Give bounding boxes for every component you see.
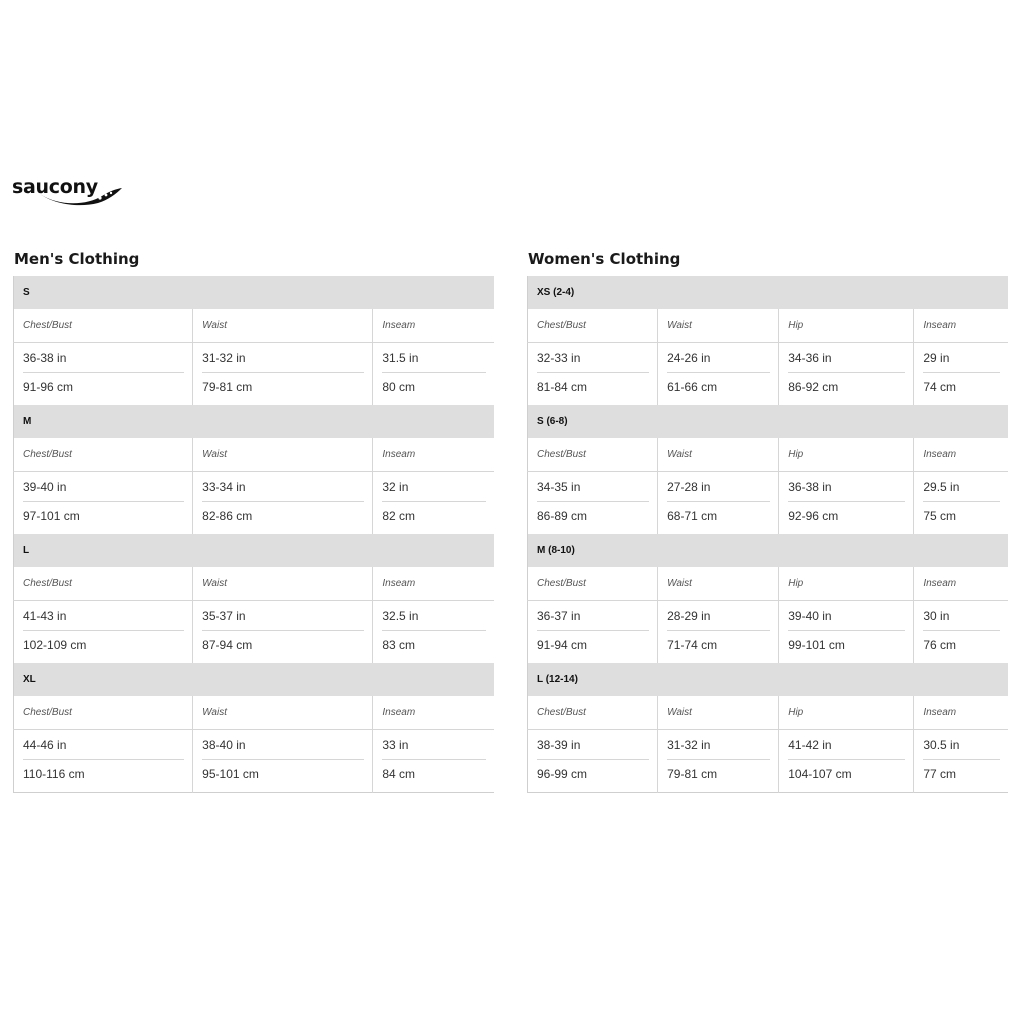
measurement-header: Inseam <box>373 309 494 343</box>
value-centimeters: 79-81 cm <box>667 767 718 781</box>
size-label: S (6-8) <box>528 405 1009 438</box>
womens-clothing-title: Women's Clothing <box>528 250 681 268</box>
measurement-header-row <box>528 309 1009 343</box>
measurement-header-row <box>528 567 1009 601</box>
measurement-cell <box>373 730 494 793</box>
measurement-cell <box>373 472 494 535</box>
measurement-cell <box>658 601 779 664</box>
measurement-header: Inseam <box>373 438 494 472</box>
value-inches: 41-42 in <box>788 730 905 760</box>
size-label: M (8-10) <box>528 534 1009 567</box>
value-centimeters: 80 cm <box>382 380 416 394</box>
value-inches: 36-38 in <box>23 343 184 373</box>
mens-size-table <box>13 276 494 793</box>
measurement-cell <box>914 343 1008 406</box>
measurement-value-row <box>14 472 495 535</box>
value-centimeters: 95-101 cm <box>202 767 259 781</box>
measurement-header: Waist <box>658 438 779 472</box>
value-inches: 33 in <box>382 730 486 760</box>
value-centimeters: 79-81 cm <box>202 380 253 394</box>
measurement-header: Hip <box>779 696 914 730</box>
size-label: L (12-14) <box>528 663 1009 696</box>
measurement-cell <box>14 730 193 793</box>
measurement-header: Waist <box>193 567 373 601</box>
measurement-cell <box>14 343 193 406</box>
value-inches: 30 in <box>923 601 1000 631</box>
value-centimeters: 82-86 cm <box>202 509 253 523</box>
measurement-cell <box>14 472 193 535</box>
value-inches: 36-37 in <box>537 601 649 631</box>
measurement-value-row <box>528 343 1009 406</box>
measurement-cell <box>193 730 373 793</box>
value-centimeters: 76 cm <box>923 638 957 652</box>
value-centimeters: 87-94 cm <box>202 638 253 652</box>
value-inches: 34-36 in <box>788 343 905 373</box>
measurement-header: Chest/Bust <box>528 696 658 730</box>
measurement-header: Waist <box>193 438 373 472</box>
measurement-header: Waist <box>658 309 779 343</box>
measurement-header: Chest/Bust <box>14 438 193 472</box>
size-label: S <box>14 276 495 309</box>
measurement-cell <box>779 601 914 664</box>
measurement-header: Inseam <box>914 438 1008 472</box>
measurement-value-row <box>528 472 1009 535</box>
value-centimeters: 110-116 cm <box>23 767 85 781</box>
value-centimeters: 91-96 cm <box>23 380 74 394</box>
measurement-header: Hip <box>779 309 914 343</box>
value-centimeters: 81-84 cm <box>537 380 588 394</box>
value-centimeters: 99-101 cm <box>788 638 845 652</box>
mens-clothing-title: Men's Clothing <box>14 250 140 268</box>
measurement-cell <box>193 343 373 406</box>
value-inches: 31.5 in <box>382 343 486 373</box>
measurement-header: Inseam <box>373 567 494 601</box>
measurement-header-row <box>14 438 495 472</box>
value-centimeters: 74 cm <box>923 380 957 394</box>
value-centimeters: 104-107 cm <box>788 767 852 781</box>
measurement-header: Inseam <box>373 696 494 730</box>
value-centimeters: 61-66 cm <box>667 380 718 394</box>
measurement-cell <box>373 343 494 406</box>
value-inches: 39-40 in <box>23 472 184 502</box>
measurement-value-row <box>528 730 1009 793</box>
value-centimeters: 71-74 cm <box>667 638 718 652</box>
measurement-cell <box>528 601 658 664</box>
value-centimeters: 102-109 cm <box>23 638 87 652</box>
measurement-value-row <box>528 601 1009 664</box>
measurement-cell <box>914 730 1008 793</box>
value-inches: 30.5 in <box>923 730 1000 760</box>
size-label: XS (2-4) <box>528 276 1009 309</box>
measurement-header: Inseam <box>914 696 1008 730</box>
measurement-cell <box>914 472 1008 535</box>
saucony-swoosh-icon <box>38 184 124 208</box>
value-centimeters: 86-89 cm <box>537 509 588 523</box>
size-row <box>528 663 1009 696</box>
measurement-header: Chest/Bust <box>14 567 193 601</box>
measurement-header-row <box>14 696 495 730</box>
value-inches: 39-40 in <box>788 601 905 631</box>
measurement-header: Inseam <box>914 309 1008 343</box>
measurement-cell <box>779 472 914 535</box>
measurement-header-row <box>14 567 495 601</box>
measurement-header-row <box>528 438 1009 472</box>
value-inches: 35-37 in <box>202 601 364 631</box>
value-inches: 27-28 in <box>667 472 770 502</box>
measurement-header: Chest/Bust <box>14 309 193 343</box>
value-centimeters: 82 cm <box>382 509 416 523</box>
measurement-header: Waist <box>193 696 373 730</box>
value-inches: 38-39 in <box>537 730 649 760</box>
size-label: XL <box>14 663 495 696</box>
value-inches: 33-34 in <box>202 472 364 502</box>
value-inches: 31-32 in <box>202 343 364 373</box>
saucony-logo <box>12 176 124 210</box>
measurement-cell <box>528 343 658 406</box>
size-row <box>14 276 495 309</box>
womens-size-table <box>527 276 1008 793</box>
measurement-cell <box>528 730 658 793</box>
measurement-header: Inseam <box>914 567 1008 601</box>
size-row <box>528 405 1009 438</box>
measurement-cell <box>528 472 658 535</box>
value-centimeters: 84 cm <box>382 767 416 781</box>
value-inches: 31-32 in <box>667 730 770 760</box>
size-row <box>14 534 495 567</box>
measurement-header-row <box>528 696 1009 730</box>
measurement-cell <box>914 601 1008 664</box>
measurement-header: Chest/Bust <box>528 309 658 343</box>
value-centimeters: 86-92 cm <box>788 380 839 394</box>
measurement-cell <box>193 601 373 664</box>
size-label: L <box>14 534 495 567</box>
measurement-header: Hip <box>779 567 914 601</box>
measurement-header: Chest/Bust <box>528 567 658 601</box>
measurement-header-row <box>14 309 495 343</box>
value-inches: 24-26 in <box>667 343 770 373</box>
womens-clothing-section <box>527 248 1008 793</box>
measurement-header: Chest/Bust <box>14 696 193 730</box>
measurement-header: Waist <box>658 567 779 601</box>
value-centimeters: 77 cm <box>923 767 957 781</box>
logo-wordmark: saucony <box>12 176 98 198</box>
measurement-value-row <box>14 343 495 406</box>
value-centimeters: 96-99 cm <box>537 767 588 781</box>
value-inches: 44-46 in <box>23 730 184 760</box>
measurement-cell <box>658 730 779 793</box>
measurement-header: Chest/Bust <box>528 438 658 472</box>
measurement-cell <box>658 343 779 406</box>
value-centimeters: 97-101 cm <box>23 509 80 523</box>
value-inches: 34-35 in <box>537 472 649 502</box>
size-row <box>14 405 495 438</box>
size-row <box>14 663 495 696</box>
value-inches: 32.5 in <box>382 601 486 631</box>
measurement-cell <box>373 601 494 664</box>
value-inches: 36-38 in <box>788 472 905 502</box>
value-inches: 29.5 in <box>923 472 1000 502</box>
measurement-cell <box>658 472 779 535</box>
value-centimeters: 75 cm <box>923 509 957 523</box>
value-inches: 28-29 in <box>667 601 770 631</box>
measurement-value-row <box>14 730 495 793</box>
value-centimeters: 68-71 cm <box>667 509 718 523</box>
measurement-cell <box>779 730 914 793</box>
measurement-header: Waist <box>658 696 779 730</box>
measurement-header: Waist <box>193 309 373 343</box>
size-row <box>528 276 1009 309</box>
value-inches: 29 in <box>923 343 1000 373</box>
value-inches: 32-33 in <box>537 343 649 373</box>
value-centimeters: 83 cm <box>382 638 416 652</box>
size-label: M <box>14 405 495 438</box>
value-inches: 41-43 in <box>23 601 184 631</box>
value-inches: 32 in <box>382 472 486 502</box>
measurement-cell <box>14 601 193 664</box>
value-centimeters: 92-96 cm <box>788 509 839 523</box>
measurement-cell <box>779 343 914 406</box>
value-inches: 38-40 in <box>202 730 364 760</box>
measurement-cell <box>193 472 373 535</box>
measurement-value-row <box>14 601 495 664</box>
mens-clothing-section <box>13 248 494 793</box>
size-row <box>528 534 1009 567</box>
measurement-header: Hip <box>779 438 914 472</box>
value-centimeters: 91-94 cm <box>537 638 588 652</box>
